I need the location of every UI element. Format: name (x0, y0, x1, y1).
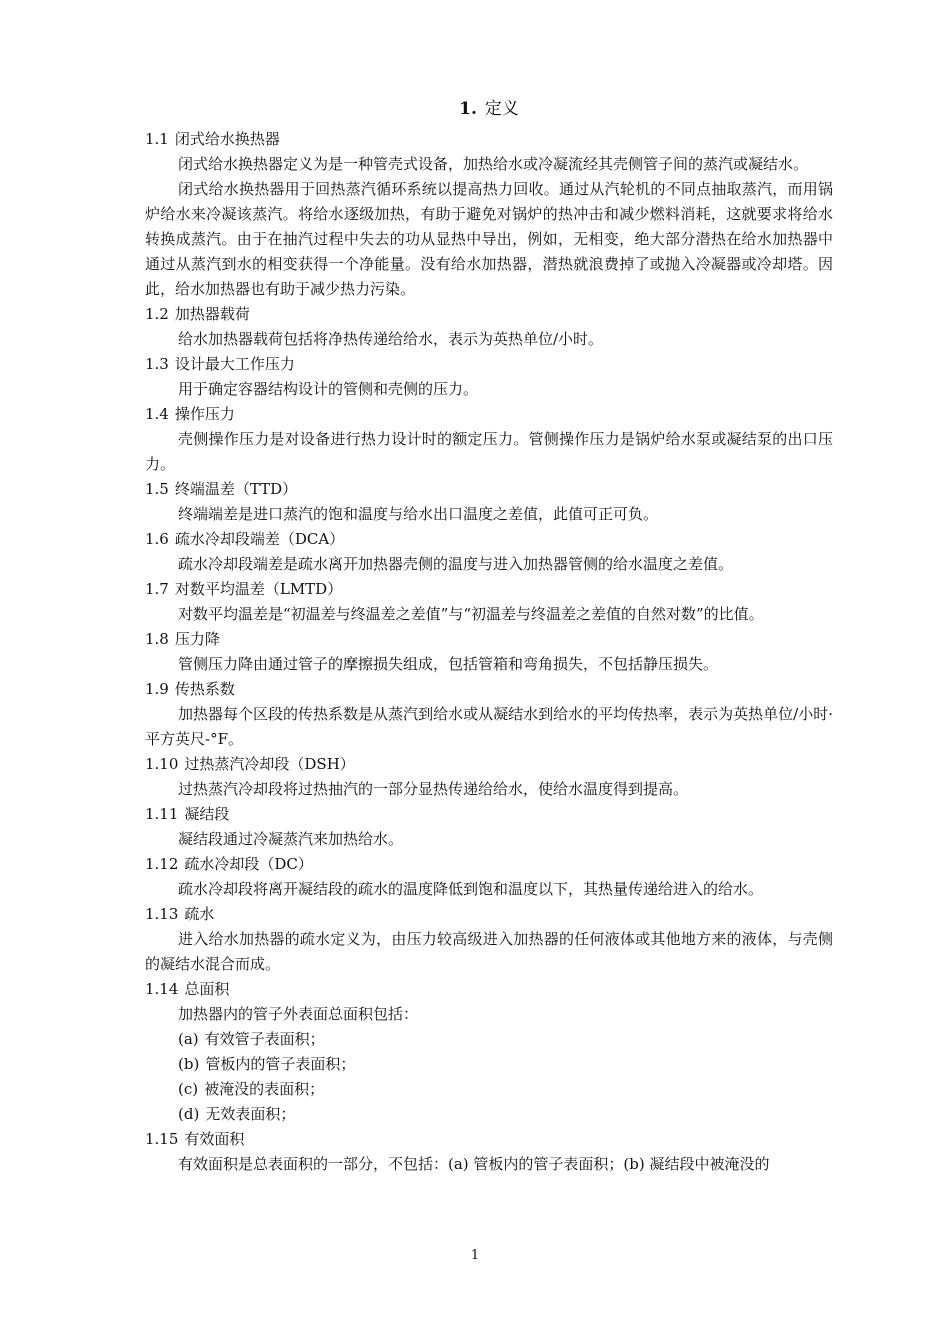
section-number: 1.15 (145, 1130, 179, 1148)
section-number: 1.1 (145, 130, 169, 148)
section-heading-text: 凝结段 (184, 805, 230, 823)
list-item-marker: (a) (178, 1030, 199, 1048)
section-heading-text: 疏水 (184, 905, 215, 923)
section-number: 1.10 (145, 755, 179, 773)
section-heading (145, 977, 833, 1002)
page-number: 1 (470, 1248, 480, 1263)
section-paragraph: 有效面积是总表面积的一部分，不包括：(a) 管板内的管子表面积；(b) 凝结段中被淹没的 (178, 1155, 770, 1173)
list-item-marker: (d) (178, 1105, 200, 1123)
section-heading (145, 852, 833, 877)
section-paragraph: 疏水冷却段将离开凝结段的疏水的温度降低到饱和温度以下，其热量传递给进入的给水。 (178, 880, 764, 898)
section-number: 1.9 (145, 680, 169, 698)
section-heading-text: 操作压力 (174, 405, 235, 423)
section-heading-text: 设计最大工作压力 (174, 355, 295, 373)
section-heading-text: 闭式给水换热器 (174, 130, 280, 148)
section-number: 1.12 (145, 855, 179, 873)
section-heading-text: 过热蒸汽冷却段（DSH） (184, 755, 355, 773)
section-heading (145, 477, 833, 502)
section-heading-text: 疏水冷却段端差（DCA） (174, 530, 345, 548)
list-item-marker: (b) (178, 1055, 200, 1073)
section-number: 1.7 (145, 580, 169, 598)
section-paragraph: 闭式给水换热器用于回热蒸汽循环系统以提高热力回收。通过从汽轮机的不同点抽取蒸汽，而用锅炉给水来冷凝该蒸汽。将给水逐级加热，有助于避免对锅炉的热冲击和减少燃料消耗，这就要求将给水转换成蒸汽。由于在抽汽过程中失去的功从显热中导出，例如，无相变，绝大部分潜热在给水加热器中通过从蒸汽到水的相变获得一个净能量。没有给水加热器，潜热就浪费掉了或抛入冷凝器或冷却塔。因此，给水加热器也有助于减少热力污染。 (145, 180, 833, 298)
list-item (145, 1052, 833, 1077)
list-item-text: 无效表面积； (205, 1105, 296, 1123)
section-number: 1.14 (145, 980, 179, 998)
section-paragraph: 进入给水加热器的疏水定义为，由压力较高级进入加热器的任何液体或其他地方来的液体，与壳侧的凝结水混合而成。 (145, 930, 833, 973)
section-paragraph: 给水加热器载荷包括将净热传递给给水，表示为英热单位/小时。 (178, 330, 604, 348)
section-heading (145, 127, 833, 152)
section-number: 1.4 (145, 405, 169, 423)
list-item (145, 1102, 833, 1127)
section-heading (145, 677, 833, 702)
section-heading-text: 疏水冷却段（DC） (184, 855, 313, 873)
section-paragraph: 对数平均温差是“初温差与终温差之差值”与“初温差与终温差之差值的自然对数”的比值。 (178, 605, 764, 623)
section-heading-text: 有效面积 (184, 1130, 245, 1148)
chapter-title (145, 97, 833, 127)
section-number: 1.5 (145, 480, 169, 498)
section-number: 1.11 (145, 805, 179, 823)
section-heading-text: 压力降 (174, 630, 220, 648)
section-heading-text: 终端温差（TTD） (174, 480, 298, 498)
section-heading (145, 752, 833, 777)
section-heading (145, 352, 833, 377)
section-heading (145, 527, 833, 552)
section-heading (145, 577, 833, 602)
section-paragraph: 管侧压力降由通过管子的摩擦损失组成，包括管箱和弯角损失，不包括静压损失。 (178, 655, 719, 673)
section-number: 1.6 (145, 530, 169, 548)
list-item-text: 管板内的管子表面积； (205, 1055, 356, 1073)
section-heading-text: 传热系数 (174, 680, 235, 698)
section-number: 1.2 (145, 305, 169, 323)
surface-area-list (145, 1027, 833, 1127)
section-paragraph: 加热器内的管子外表面总面积包括： (178, 1005, 419, 1023)
section-heading (145, 1127, 833, 1152)
section-paragraph: 过热蒸汽冷却段将过热抽汽的一部分显热传递给给水，使给水温度得到提高。 (178, 780, 689, 798)
list-item-marker: (c) (178, 1080, 199, 1098)
section-number: 1.3 (145, 355, 169, 373)
section-paragraph: 终端端差是进口蒸汽的饱和温度与给水出口温度之差值，此值可正可负。 (178, 505, 659, 523)
section-heading-text: 总面积 (184, 980, 230, 998)
list-item-text: 有效管子表面积； (204, 1030, 325, 1048)
section-number: 1.13 (145, 905, 179, 923)
chapter-number: 1. (459, 99, 477, 119)
section-paragraph: 凝结段通过冷凝蒸汽来加热给水。 (178, 830, 404, 848)
section-heading (145, 802, 833, 827)
document-body (145, 97, 833, 1177)
section-number: 1.8 (145, 630, 169, 648)
section-heading (145, 302, 833, 327)
section-heading (145, 902, 833, 927)
section-paragraph: 壳侧操作压力是对设备进行热力设计时的额定压力。管侧操作压力是锅炉给水泵或凝结泵的出口压力。 (145, 430, 833, 473)
list-item-text: 被淹没的表面积； (204, 1080, 325, 1098)
section-paragraph: 闭式给水换热器定义为是一种管壳式设备，加热给水或冷凝流经其壳侧管子间的蒸汽或凝结水。 (178, 155, 809, 173)
section-paragraph: 疏水冷却段端差是疏水离开加热器壳侧的温度与进入加热器管侧的给水温度之差值。 (178, 555, 734, 573)
list-item (145, 1027, 833, 1052)
section-heading (145, 402, 833, 427)
section-heading (145, 627, 833, 652)
list-item (145, 1077, 833, 1102)
chapter-title-text: 定义 (484, 99, 519, 119)
section-heading-text: 加热器载荷 (174, 305, 250, 323)
section-paragraph: 加热器每个区段的传热系数是从蒸汽到给水或从凝结水到给水的平均传热率，表示为英热单位/小时·平方英尺-°F。 (145, 705, 833, 748)
section-paragraph: 用于确定容器结构设计的管侧和壳侧的压力。 (178, 380, 479, 398)
section-heading-text: 对数平均温差（LMTD） (174, 580, 343, 598)
